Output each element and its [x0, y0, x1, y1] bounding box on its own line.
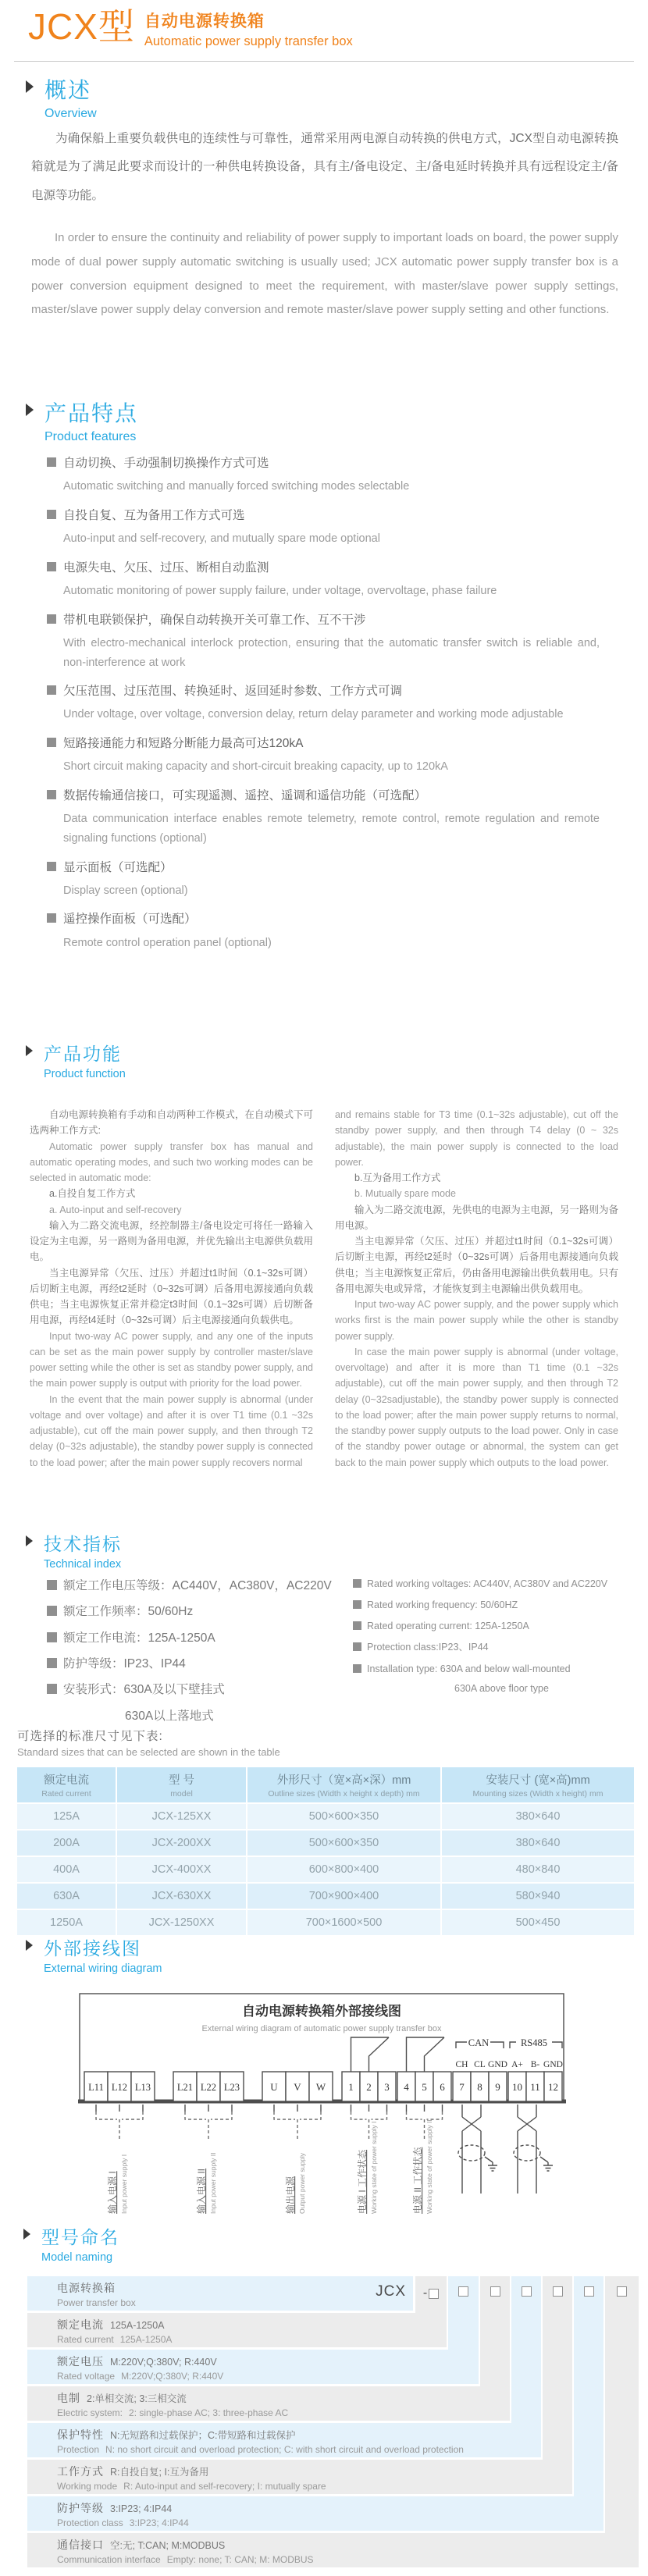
- function-paragraph: and remains stable for T3 time (0.1~32s adjustable), cut off the standby power supply, and then through T4 delay (0 ~ 32s adjustable), the main power supply is connected to the load power.: [335, 1109, 618, 1168]
- feature-item: [47, 910, 600, 952]
- terminal-label: 12: [548, 2081, 558, 2093]
- terminal-label: L11: [88, 2082, 104, 2093]
- table-row: 125A JCX-125XX 500×600×350 380×640: [17, 1804, 634, 1829]
- group-bracket-1: [96, 2112, 143, 2140]
- twisted-pair-can: [458, 2105, 497, 2194]
- section-title-zh: 概述: [45, 78, 92, 102]
- product-title-zh: 自动电源转换箱: [144, 12, 265, 30]
- naming-row: 电制 2:单相交流; 3:三相交流 Electric system: 2: single-phase AC; 3: three-phase AC: [27, 2386, 510, 2421]
- sizes-table: [16, 1766, 636, 1937]
- code-box-icon: [617, 2286, 627, 2297]
- section-wiring-heading: [26, 1934, 162, 1975]
- section-technical-heading: [26, 1530, 122, 1571]
- function-paragraph: Input two-way AC power supply, and the power supply which works first is the main power supply while the other is standby power supply.: [335, 1299, 618, 1342]
- code-box-icon: [458, 2286, 468, 2297]
- technical-item-line2: 630A以上落地式: [125, 1710, 214, 1724]
- table-header-cell: 安装尺寸 (宽×高)mm Mounting sizes (Width x height) mm: [442, 1767, 634, 1802]
- group-label-zh: 输出电源: [285, 2176, 296, 2214]
- page-header: [28, 8, 353, 49]
- square-bullet-icon: [47, 1580, 57, 1590]
- section-function-heading: [26, 1040, 126, 1080]
- terminal-label: L22: [200, 2082, 217, 2093]
- function-paragraph: 当主电源异常（欠压、过压）并超过t1时间（0.1~32s可调）后切断主电源，再经t2延时（0~32s可调）后备用电源接通向负载供电；当主电源恢复正常并稳定t3时间（0.1~32s可调）后切断备用电源，再经t4延时（0~32s可调）后主电源接通向负载供电。: [30, 1267, 313, 1326]
- group-label-en: Working state of power supply I: [370, 2121, 378, 2214]
- group-label-en: Input power supply I: [120, 2154, 128, 2214]
- terminal-label: 6: [440, 2081, 445, 2093]
- wiring-title-zh: 自动电源转换箱外部接线图: [242, 2004, 401, 2019]
- ground-icon: [540, 2157, 553, 2171]
- feature-item: [47, 859, 600, 901]
- sizes-note-zh: 可选择的标准尺寸见下表:: [17, 1730, 163, 1743]
- square-bullet-icon: [47, 790, 56, 799]
- code-box-icon: [584, 2286, 594, 2297]
- technical-item-line2: 630A above floor type: [454, 1682, 549, 1694]
- feature-item: [47, 787, 600, 849]
- technical-item: 额定工作电流：125A-1250A: [47, 1629, 353, 1647]
- square-bullet-icon: [47, 1658, 57, 1668]
- terminal-label: 7: [459, 2081, 465, 2093]
- model-prefix: JCX: [376, 2283, 406, 2300]
- group-bracket-5: [407, 2112, 443, 2140]
- feature-text-en: Display screen (optional): [63, 884, 188, 897]
- square-bullet-icon: [353, 1579, 361, 1588]
- square-bullet-icon: [47, 1632, 57, 1642]
- terminal-label: L23: [223, 2082, 240, 2093]
- product-model: JCX型: [28, 6, 135, 47]
- technical-item: Rated working frequency: 50/60HZ: [353, 1598, 632, 1612]
- section-title-zh: 技术指标: [44, 1534, 122, 1554]
- square-bullet-icon: [353, 1664, 361, 1673]
- can-label: CAN: [468, 2037, 490, 2048]
- group-label-zh: 电源 II 工作状态: [412, 2147, 423, 2214]
- group-bracket-4: [351, 2112, 387, 2140]
- technical-item: 防护等级：IP23、IP44: [47, 1655, 353, 1673]
- triangle-marker-icon: [26, 1940, 33, 1951]
- terminal-label: 2: [366, 2081, 372, 2093]
- section-overview-heading: [26, 73, 97, 121]
- feature-item: [47, 735, 600, 777]
- technical-item: 额定工作频率：50/60Hz: [47, 1603, 353, 1621]
- group-bracket-3: [274, 2112, 321, 2140]
- function-column-left: [30, 1107, 313, 1471]
- terminal-label: 11: [530, 2081, 540, 2093]
- terminal-label: L13: [134, 2082, 151, 2093]
- ground-icon: [485, 2157, 497, 2171]
- section-title-zh: 外部接线图: [44, 1938, 141, 1959]
- square-bullet-icon: [47, 1606, 57, 1616]
- table-row: 1250A JCX-1250XX 700×1600×500 500×450: [17, 1910, 634, 1935]
- section-title-en: External wiring diagram: [44, 1962, 162, 1975]
- square-bullet-icon: [47, 685, 56, 695]
- table-row: 400A JCX-400XX 600×800×400 480×840: [17, 1857, 634, 1882]
- table-row: 200A JCX-200XX 500×600×350 380×640: [17, 1831, 634, 1856]
- sizes-note-en: Standard sizes that can be selected are shown in the table: [17, 1746, 280, 1758]
- square-bullet-icon: [47, 614, 56, 624]
- product-title-en: Automatic power supply transfer box: [144, 34, 353, 48]
- overview-paragraph-zh: 为确保船上重要负载供电的连续性与可靠性，通常采用两电源自动转换的供电方式，JCX型自动电源转换箱就是为了满足此要求而设计的一种供电转换设备，具有主/备电设定、主/备电延时转换并具有远程设定主/备电源等功能。: [31, 132, 618, 202]
- feature-text-zh: 自动切换、手动强制切换操作方式可选: [47, 454, 600, 472]
- feature-item: [47, 559, 600, 601]
- technical-item: Rated working voltages: AC440V, AC380V and AC220V: [353, 1577, 632, 1591]
- square-bullet-icon: [353, 1642, 361, 1651]
- section-title-zh: 产品特点: [45, 401, 139, 425]
- contact-blade-1: [369, 2037, 390, 2072]
- naming-row: 电源转换箱 Power transfer box JCX: [27, 2276, 413, 2311]
- wiring-title-en: External wiring diagram of automatic power supply transfer box: [201, 2024, 442, 2033]
- pin-label: B-: [530, 2060, 540, 2069]
- header-divider: [14, 61, 634, 62]
- function-paragraph: 自动电源转换箱有手动和自动两种工作模式，在自动模式下可选两种工作方式:: [30, 1109, 313, 1137]
- dash-label: -: [422, 2286, 428, 2300]
- code-box-icon: [490, 2286, 500, 2297]
- feature-text-zh: 带机电联锁保护，确保自动转换开关可靠工作、互不干涉: [47, 611, 600, 629]
- function-subitem: b. Mutually spare mode: [354, 1188, 456, 1200]
- group-label-zh: 输入电源 II: [196, 2168, 207, 2214]
- function-paragraph: 输入为二路交流电源，先供电的电源为主电源，另一路则为备用电源。: [335, 1204, 618, 1231]
- section-title-en: Technical index: [44, 1558, 122, 1571]
- terminal-label: L21: [176, 2082, 194, 2093]
- technical-item: Protection class:IP23、IP44: [353, 1640, 632, 1654]
- feature-text-zh: 遥控操作面板（可选配）: [47, 910, 600, 928]
- terminal-label: 10: [512, 2081, 522, 2093]
- function-paragraph: 当主电源异常（欠压、过压）并超过t1时间（0.1~32s可调）后切断主电源，再经t2延时（0~32s可调）后备用电源接通向负载供电；当主电源恢复正常后，仍由备用电源输出供负载用电。只有备用电源失电或异常，才能恢复到主电源输出供负载用电。: [335, 1236, 618, 1294]
- terminal-label: W: [315, 2081, 326, 2093]
- feature-text-zh: 数据传输通信接口，可实现遥测、遥控、遥调和遥信功能（可选配）: [47, 787, 600, 805]
- section-features-heading: [26, 397, 138, 444]
- terminal-label: 8: [477, 2081, 482, 2093]
- group-label-zh: 电源 I 工作状态: [357, 2149, 368, 2214]
- square-bullet-icon: [47, 457, 56, 467]
- terminal-label: U: [270, 2081, 278, 2093]
- function-subitem: b.互为备用工作方式: [354, 1172, 441, 1183]
- rs485-label: RS485: [520, 2037, 548, 2048]
- technical-item: Rated operating current: 125A-1250A: [353, 1619, 632, 1633]
- terminal-label: V: [294, 2081, 301, 2093]
- code-box-icon: [522, 2286, 532, 2297]
- table-row: 630A JCX-630XX 700×900×400 580×940: [17, 1884, 634, 1909]
- function-paragraph: In case the main power supply is abnormal (under voltage, overvoltage) and after it is more than T1 time (0.1 ~32s adjustable), cut off the main power supply, and then through T2 delay (0~32sadjustable), the standby power supply is connected to the load power; after the main power supply returns to normal, the standby power supply outputs to the load power. Only in case of the standby power outage or abnormal, the system can get back to the main power supply which outputs to the load power.: [335, 1346, 618, 1468]
- feature-text-en: Short circuit making capacity and short-circuit breaking capacity, up to 120kA: [63, 760, 448, 774]
- naming-row: 工作方式 R:自投自复; I:互为备用 Working mode R: Auto-input and self-recovery; I: mutually spare: [27, 2460, 572, 2494]
- pin-label: GND: [543, 2060, 563, 2069]
- code-column-6: [574, 2276, 603, 2531]
- function-columns: [30, 1107, 618, 1471]
- twisted-pair-rs485: [514, 2105, 553, 2194]
- feature-text-en: Remote control operation panel (optional): [63, 936, 272, 949]
- function-column-right: [335, 1107, 618, 1471]
- feature-item: [47, 611, 600, 673]
- naming-row: 防护等级 3:IP23; 4:IP44 Protection class 3:IP23; 4:IP44: [27, 2496, 603, 2531]
- triangle-marker-icon: [26, 1535, 33, 1546]
- square-bullet-icon: [47, 862, 56, 871]
- feature-item: [47, 454, 600, 496]
- section-title-zh: 型号命名: [41, 2227, 119, 2247]
- overview-paragraph-en: In order to ensure the continuity and reliability of power supply to important loads on board, the power supply mode of dual power supply automatic switching is usually used; JCX automatic power supply transfer box is a power conversion equipment designed to meet the requirement, with master/slave power supply settings, master/slave power supply delay conversion and remote master/slave power supply setting and other functions.: [31, 231, 618, 317]
- square-bullet-icon: [47, 913, 56, 923]
- group-bracket-2: [185, 2112, 232, 2140]
- feature-text-zh: 欠压范围、过压范围、转换延时、返回延时参数、工作方式可调: [47, 682, 600, 700]
- technical-item: 安装形式：630A及以下壁挂式: [47, 1681, 353, 1699]
- technical-item: 额定工作电压等级：AC440V，AC380V，AC220V: [47, 1577, 353, 1595]
- triangle-marker-icon: [23, 2229, 30, 2240]
- pin-label: GND: [488, 2060, 507, 2069]
- naming-row: 额定电流 125A-1250A Rated current 125A-1250A: [27, 2313, 447, 2347]
- terminal-label: 4: [404, 2081, 409, 2093]
- section-title-en: Model naming: [41, 2251, 113, 2264]
- naming-row: 通信接口 空:无; T:CAN; M:MODBUS Communication interface Empty: none; T: CAN; M: MODBUS: [27, 2533, 639, 2567]
- contact-blade-2: [425, 2037, 445, 2072]
- square-bullet-icon: [47, 738, 56, 747]
- function-subitem: a. Auto-input and self-recovery: [49, 1204, 182, 1215]
- table-header-cell: 型 号 model: [117, 1767, 246, 1802]
- feature-text-en: With electro-mechanical interlock protection, ensuring that the automatic transfer switch is reliable and, non-interference at work: [63, 636, 600, 669]
- naming-row: 保护特性 N:无短路和过载保护；C:带短路和过载保护 Protection N: no short circuit and overload protection; C: with short circuit and overload protection: [27, 2423, 541, 2457]
- feature-text-zh: 短路接通能力和短路分断能力最高可达120kA: [47, 735, 600, 753]
- group-label-en: Working state of power supply II: [425, 2119, 433, 2214]
- function-subitem: a.自投自复工作方式: [49, 1188, 136, 1200]
- square-bullet-icon: [353, 1600, 361, 1609]
- table-header-row: [17, 1767, 634, 1802]
- feature-text-en: Under voltage, over voltage, conversion delay, return delay parameter and working mode adjustable: [63, 708, 564, 721]
- section-title-en: Product function: [44, 1068, 126, 1080]
- features-list: [47, 454, 600, 962]
- terminal-label: 3: [384, 2081, 390, 2093]
- square-bullet-icon: [47, 562, 56, 571]
- pin-label: CL: [474, 2060, 486, 2069]
- table-header-cell: 外形尺寸（宽×高×深）mm Outline sizes (Width x height x depth) mm: [247, 1767, 440, 1802]
- square-bullet-icon: [47, 510, 56, 519]
- group-label-en: Input power supply II: [209, 2152, 217, 2214]
- terminal-label: L12: [111, 2082, 128, 2093]
- function-paragraph: Automatic power supply transfer box has manual and automatic operating modes, and such two working modes can be selected in automatic mode:: [30, 1140, 313, 1183]
- function-paragraph: 输入为二路交流电源，经控制器主/备电设定可将任一路输入设定为主电源，另一路则为备用电源，并优先输出主电源供负载用电。: [30, 1219, 313, 1263]
- code-box-icon: [429, 2289, 439, 2299]
- feature-text-en: Data communication interface enables remote telemetry, remote control, remote regulation and remote signaling functions (optional): [63, 813, 600, 845]
- square-bullet-icon: [47, 1684, 57, 1694]
- section-naming-heading: [23, 2223, 119, 2264]
- feature-text-en: Automatic monitoring of power supply failure, under voltage, overvoltage, phase failure: [63, 585, 497, 598]
- technical-column-zh: [47, 1577, 353, 1731]
- feature-item: [47, 507, 600, 549]
- code-column-7: [605, 2276, 639, 2567]
- terminal-label: 9: [495, 2081, 500, 2093]
- triangle-marker-icon: [26, 404, 34, 416]
- pin-label: A+: [511, 2060, 523, 2069]
- naming-row: 额定电压 M:220V;Q:380V; R:440V Rated voltage M:220V;Q:380V; R:440V: [27, 2350, 479, 2384]
- feature-item: [47, 682, 600, 724]
- feature-text-zh: 电源失电、欠压、过压、断相自动监测: [47, 559, 600, 577]
- function-paragraph: In the event that the main power supply is abnormal (under voltage and over voltage) and after it is over T1 time (0.1 ~32s adjustable), cut off the main power supply, and then through T2 delay (0~32s adjustable), the standby power supply is connected to the load power; after the main power supply recovers normal: [30, 1393, 313, 1468]
- model-naming-diagram: [27, 2276, 639, 2568]
- technical-columns: [47, 1577, 632, 1731]
- square-bullet-icon: [353, 1621, 361, 1630]
- triangle-marker-icon: [26, 80, 34, 93]
- feature-text-zh: 自投自复、互为备用工作方式可选: [47, 507, 600, 525]
- table-header-cell: 额定电流 Rated current: [17, 1767, 116, 1802]
- technical-column-en: [353, 1577, 632, 1731]
- triangle-marker-icon: [26, 1045, 33, 1056]
- feature-text-en: Auto-input and self-recovery, and mutually spare mode optional: [63, 532, 380, 546]
- feature-text-en: Automatic switching and manually forced switching modes selectable: [63, 480, 410, 493]
- terminal-label: 1: [348, 2081, 354, 2093]
- function-paragraph: Input two-way AC power supply, and any one of the inputs can be set as the main power supply by controller master/slave power setting while the other is set as standby power supply, and the main power supply is output with priority for the load power.: [30, 1330, 313, 1389]
- group-label-en: Output power supply: [298, 2153, 306, 2214]
- section-title-zh: 产品功能: [44, 1044, 122, 1064]
- terminal-label: 5: [422, 2081, 427, 2093]
- feature-text-zh: 显示面板（可选配）: [47, 859, 600, 877]
- section-title-en: Overview: [45, 107, 97, 120]
- code-box-icon: [553, 2286, 563, 2297]
- wiring-diagram: [78, 1992, 568, 2220]
- group-label-zh: 输入电源 I: [107, 2171, 118, 2214]
- technical-item: Installation type: 630A and below wall-mounted: [353, 1662, 632, 1676]
- section-title-en: Product features: [45, 430, 137, 443]
- pin-label: CH: [455, 2060, 468, 2069]
